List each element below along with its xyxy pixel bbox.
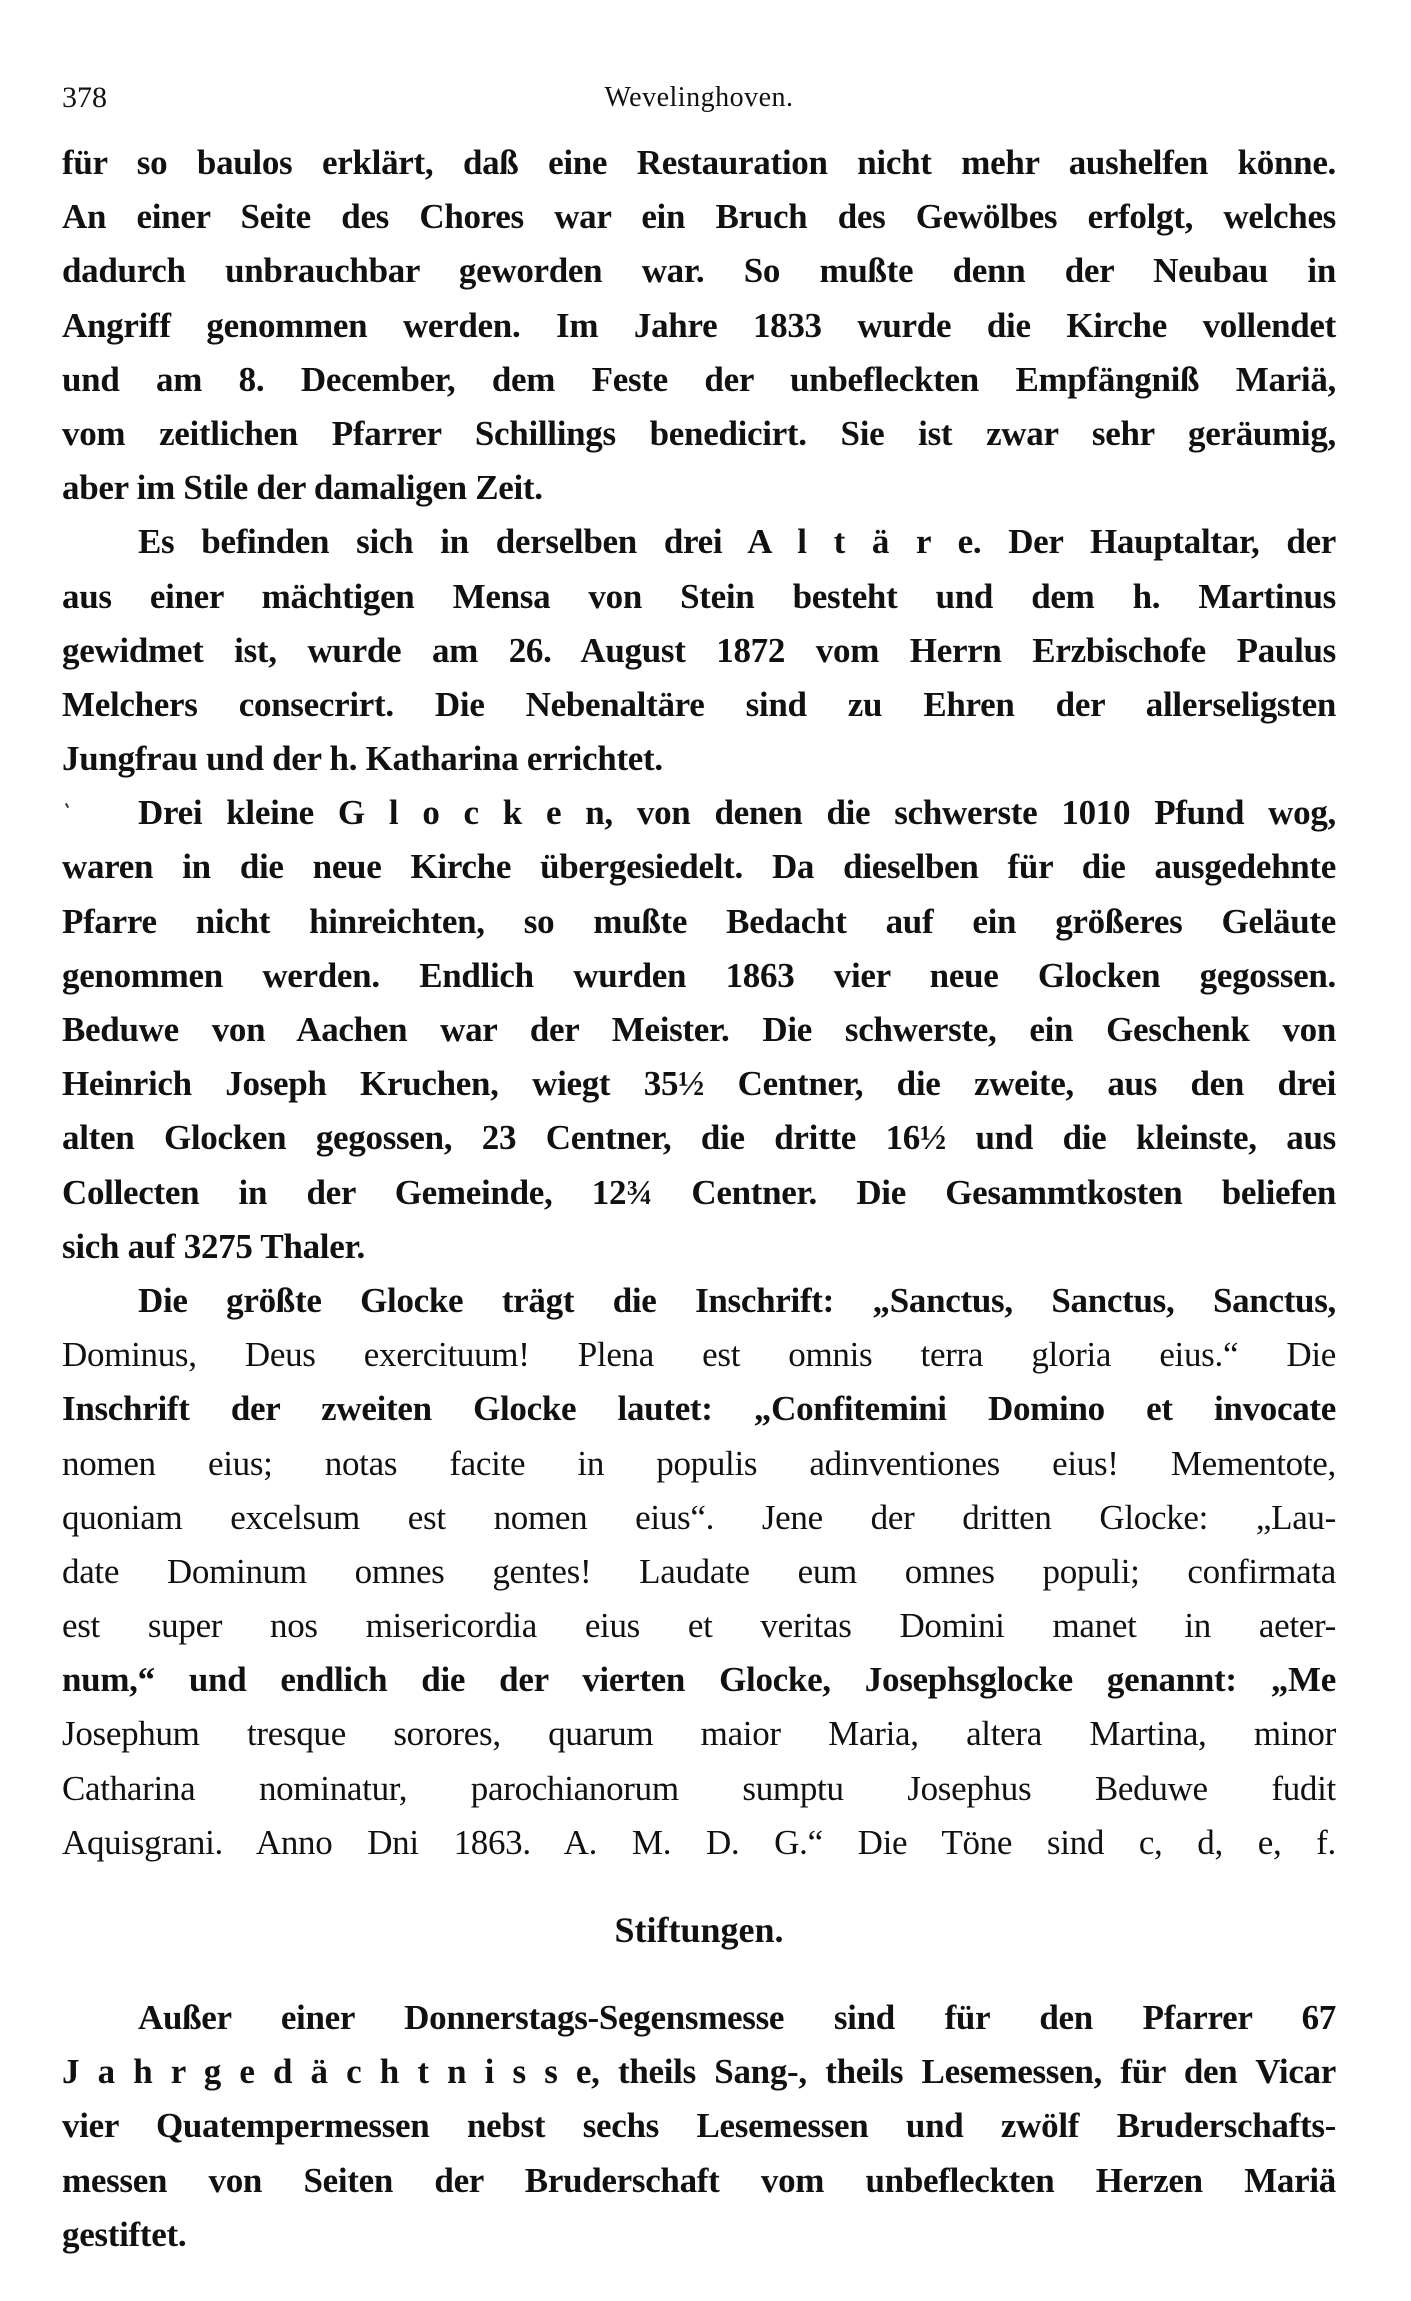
text-line: Heinrich Joseph Kruchen, wiegt 35½ Centner, die zweite, aus den drei [62,1064,1336,1104]
text-line: Pfarre nicht hinreichten, so mußte Bedacht auf ein größeres Geläute [62,901,1336,941]
text-line: num,“ und endlich die der vierten Glocke, Josephsglocke genannt: „Me [62,1660,1336,1700]
text-line: alten Glocken gegossen, 23 Centner, die dritte 16½ und die kleinste, aus [62,1118,1336,1158]
text-line: für so baulos erklärt, daß eine Restauration nicht mehr aushelfen könne. [62,143,1336,182]
text-line: Aquisgrani. Anno Dni 1863. A. M. D. G.“ Die Töne sind c, d, e, f. [62,1822,1336,1862]
text-line: Collecten in der Gemeinde, 12¾ Centner. Die Gesammtkosten beliefen [62,1172,1336,1212]
text-line: Melchers consecrirt. Die Nebenaltäre sind zu Ehren der allerseligsten [62,684,1336,724]
text-line: aber im Stile der damaligen Zeit. [62,468,543,508]
running-head [62,78,1336,118]
text-line: Inschrift der zweiten Glocke lautet: „Confitemini Domino et invocate [62,1389,1336,1429]
text-line: messen von Seiten der Bruderschaft vom unbefleckten Herzen Mariä [62,2160,1336,2200]
text-line: An einer Seite des Chores war ein Bruch des Gewölbes erfolgt, welches [62,197,1336,237]
body-text [62,136,1336,1870]
running-title: Wevelinghoven. [604,82,794,113]
text-line: Dominus, Deus exercituum! Plena est omnis terra gloria eius.“ Die [62,1335,1336,1375]
text-line: aus einer mächtigen Mensa von Stein besteht und dem h. Martinus [62,576,1336,616]
page-number: 378 [62,81,107,114]
text-line: Angriff genommen werden. Im Jahre 1833 wurde die Kirche vollendet [62,305,1336,345]
text-line: sich auf 3275 Thaler. [62,1226,365,1266]
book-page [62,0,1336,2301]
text-line: Jungfrau und der h. Katharina errichtet. [62,739,663,779]
text-line: waren in die neue Kirche übergesiedelt. Da dieselben für die ausgedehnte [62,847,1336,887]
text-line: Beduwe von Aachen war der Meister. Die schwerste, ein Geschenk von [62,1010,1336,1049]
section-heading: Stiftungen. [614,1910,784,1950]
text-line: Es befinden sich in derselben drei A l t ä r e. Der Hauptaltar, der [138,522,1336,562]
text-line: Außer einer Donnerstags-Segensmesse sind für den Pfarrer 67 [138,1998,1336,2037]
text-line: est super nos misericordia eius et veritas Domini manet in aeter- [62,1606,1336,1646]
text-line: Drei kleine G l o c k e n, von denen die schwerste 1010 Pfund wog, [138,793,1336,833]
text-line: date Dominum omnes gentes! Laudate eum omnes populi; confirmata [62,1551,1336,1591]
text-line: Catharina nominatur, parochianorum sumptu Josephus Beduwe fudit [62,1768,1336,1808]
text-line: Josephum tresque sorores, quarum maior Maria, altera Martina, minor [62,1714,1336,1754]
text-line: und am 8. December, dem Feste der unbefleckten Empfängniß Mariä, [62,359,1336,399]
text-line: nomen eius; notas facite in populis adinventiones eius! Mementote, [62,1443,1336,1483]
text-line: dadurch unbrauchbar geworden war. So mußte denn der Neubau in [62,251,1336,291]
text-line: gestiftet. [62,2214,187,2254]
text-line: vom zeitlichen Pfarrer Schillings benedicirt. Sie ist zwar sehr geräumig, [62,413,1336,453]
text-line: vier Quatempermessen nebst sechs Lesemessen und zwölf Bruderschafts- [62,2106,1336,2146]
text-line: gewidmet ist, wurde am 26. August 1872 vom Herrn Erzbischofe Paulus [62,630,1336,670]
section-text [62,1991,1336,2262]
text-line: J a h r g e d ä c h t n i s s e, theils Sang-, theils Lesemessen, für den Vicar [62,2052,1336,2092]
text-line: Die größte Glocke trägt die Inschrift: „Sanctus, Sanctus, Sanctus, [138,1280,1336,1320]
text-line: quoniam excelsum est nomen eius“. Jene der dritten Glocke: „Lau- [62,1497,1336,1537]
text-line: genommen werden. Endlich wurden 1863 vier neue Glocken gegossen. [62,955,1336,995]
